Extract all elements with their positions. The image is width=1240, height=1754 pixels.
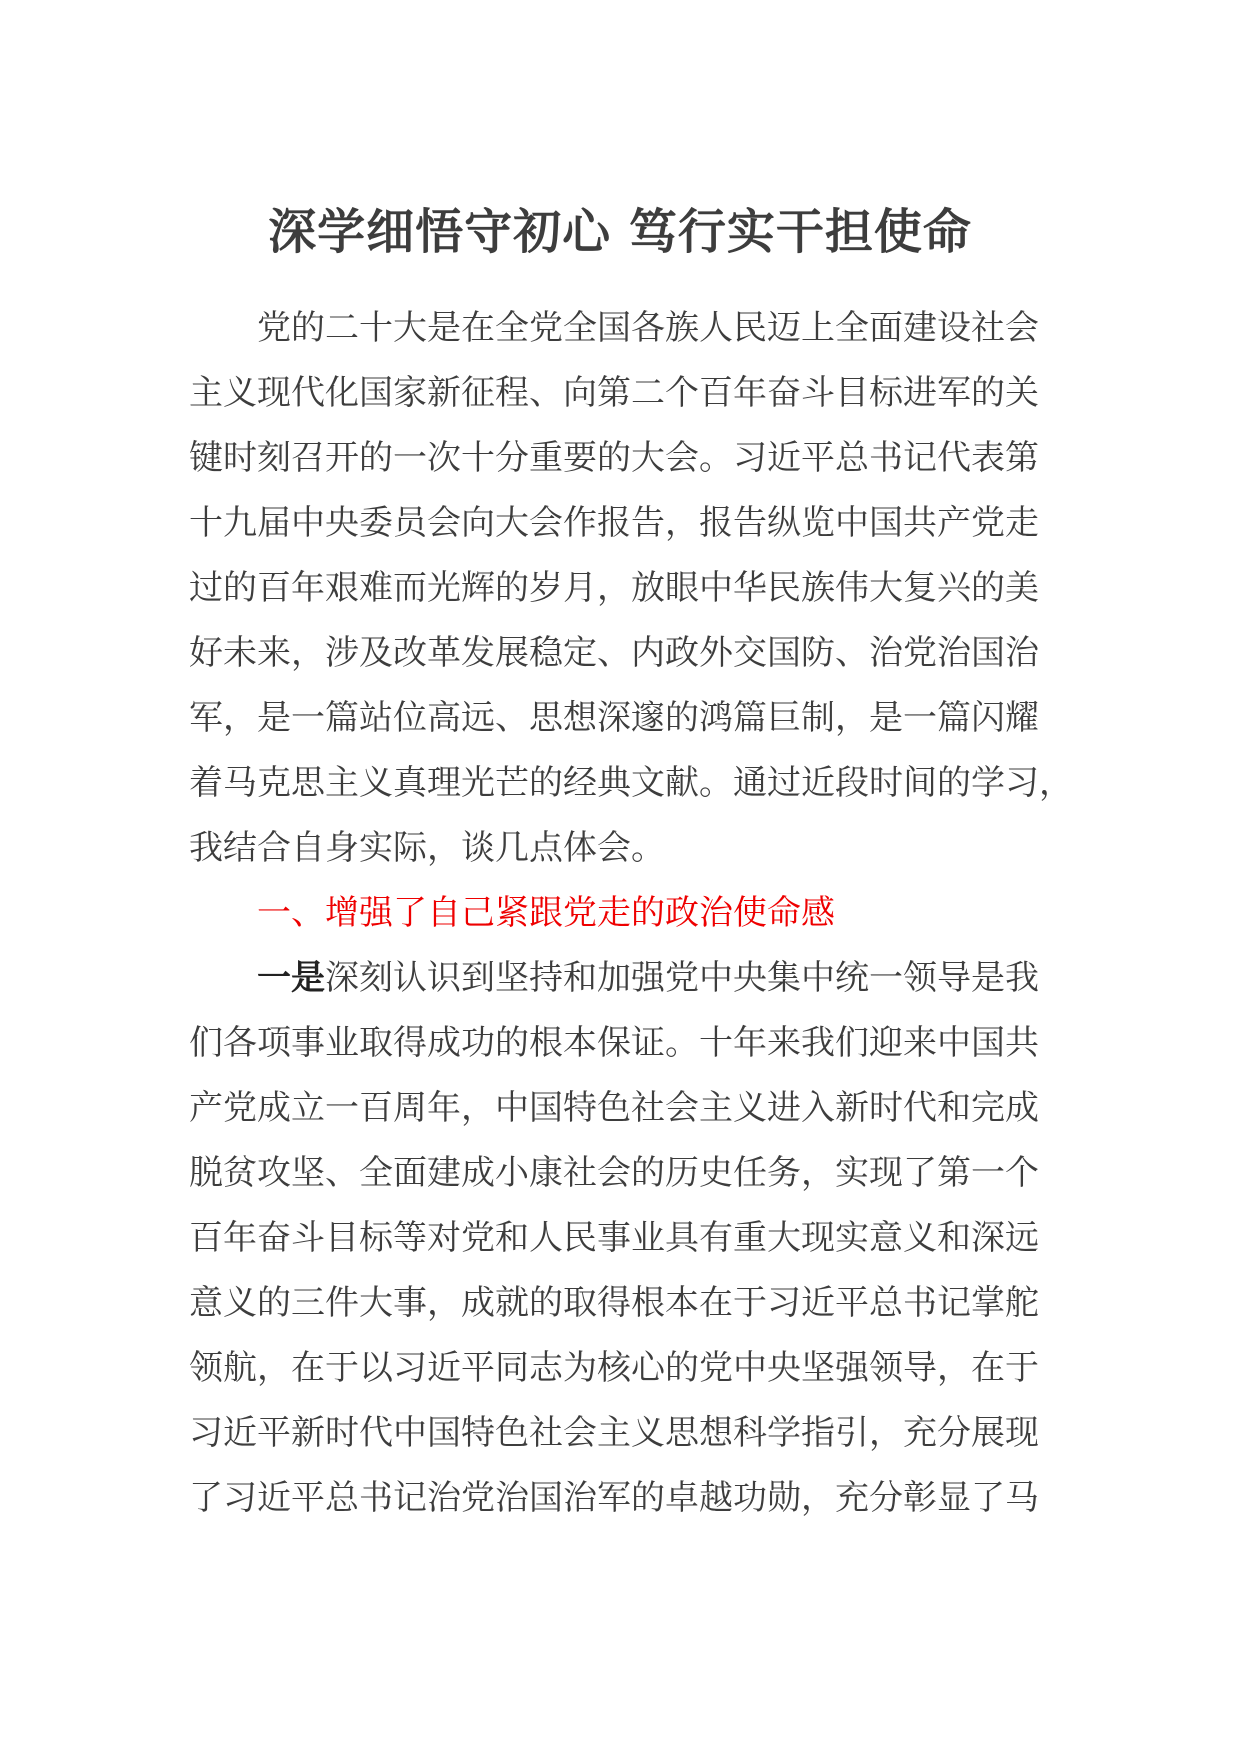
paragraph-line: 键时刻召开的一次十分重要的大会。习近平总书记代表第 — [189, 438, 1039, 478]
paragraph-line: 我结合自身实际，谈几点体会。 — [189, 828, 665, 868]
paragraph-line: 百年奋斗目标等对党和人民事业具有重大现实意义和深远 — [189, 1218, 1039, 1258]
paragraph-line: 主义现代化国家新征程、向第二个百年奋斗目标进军的关 — [189, 373, 1039, 413]
paragraph-line: 党的二十大是在全党全国各族人民迈上全面建设社会 — [257, 308, 1039, 348]
paragraph-line: 领航，在于以习近平同志为核心的党中央坚强领导，在于 — [189, 1348, 1039, 1388]
paragraph-line: 十九届中央委员会向大会作报告，报告纵览中国共产党走 — [189, 503, 1039, 543]
paragraph-line — [189, 946, 1069, 1011]
paragraph-line: 着马克思主义真理光芒的经典文献。通过近段时间的学习， — [189, 763, 1073, 803]
document-body — [189, 296, 1073, 1531]
paragraph-text: 深刻认识到坚持和加强党中央集中统一领导是我 — [325, 958, 1039, 998]
paragraph-line: 好未来，涉及改革发展稳定、内政外交国防、治党治国治 — [189, 633, 1039, 673]
paragraph-line: 过的百年艰难而光辉的岁月，放眼中华民族伟大复兴的美 — [189, 568, 1039, 608]
paragraph-line: 们各项事业取得成功的根本保证。十年来我们迎来中国共 — [189, 1023, 1039, 1063]
paragraph-line: 产党成立一百周年，中国特色社会主义进入新时代和完成 — [189, 1088, 1039, 1128]
bold-lead-text: 一是 — [257, 958, 325, 998]
paragraph-line: 意义的三件大事，成就的取得根本在于习近平总书记掌舵 — [189, 1283, 1039, 1323]
paragraph-line: 脱贫攻坚、全面建成小康社会的历史任务，实现了第一个 — [189, 1153, 1039, 1193]
paragraph-line: 习近平新时代中国特色社会主义思想科学指引，充分展现 — [189, 1413, 1039, 1453]
paragraph-line: 军，是一篇站位高远、思想深邃的鸿篇巨制，是一篇闪耀 — [189, 698, 1039, 738]
section-heading: 一、增强了自己紧跟党走的政治使命感 — [257, 893, 835, 933]
paragraph-line: 了习近平总书记治党治国治军的卓越功勋，充分彰显了马 — [189, 1478, 1039, 1518]
document-title: 深学细悟守初心 笃行实干担使命 — [268, 204, 972, 260]
